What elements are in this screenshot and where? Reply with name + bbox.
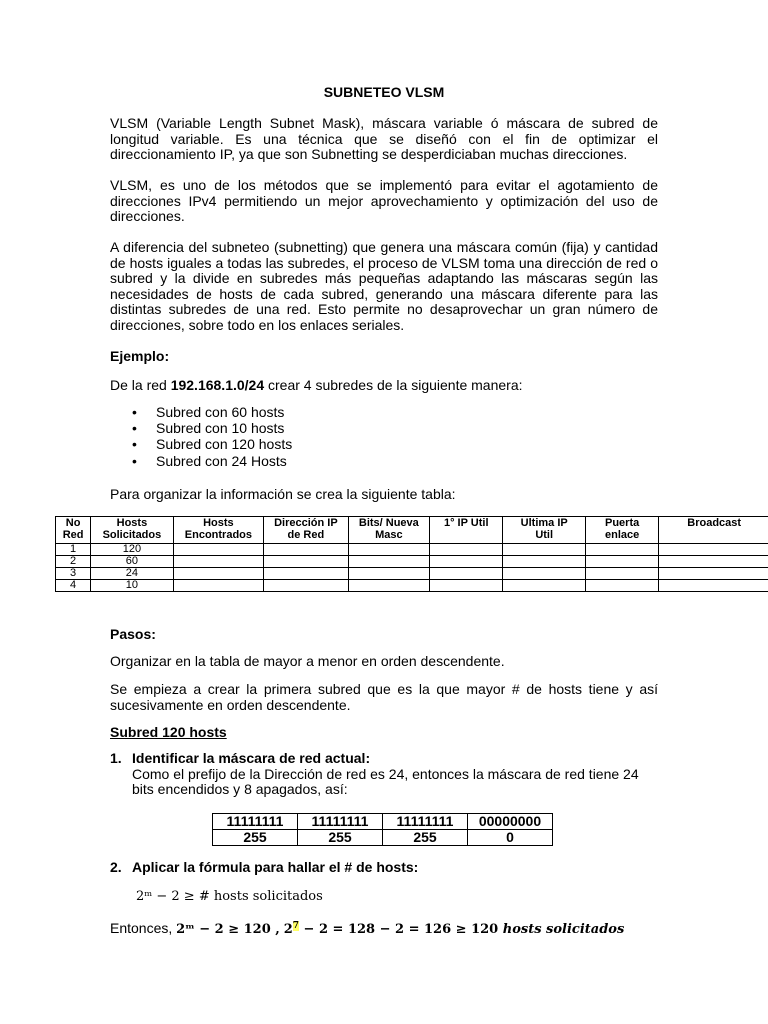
formula-base: 2 (283, 922, 293, 937)
table-intro: Para organizar la información se crea la siguiente tabla: (110, 486, 456, 502)
col-header-puerta-enlace: Puerta enlace (585, 517, 658, 544)
mask-octet-decimal: 255 (298, 830, 383, 846)
mask-octet-binary: 11111111 (298, 814, 383, 830)
pasos-heading: Pasos: (110, 626, 156, 642)
table-row (56, 568, 768, 580)
entonces-label: Entonces, (110, 920, 173, 936)
table-row (56, 580, 768, 592)
paragraph-vlsm-ipv4: VLSM, es uno de los métodos que se implementó para evitar el agotamiento de direcciones IPv4 permitiendo un mejor aprovechamiento y optimización del uso de direcciones. (110, 177, 658, 224)
cell-no-red: 3 (56, 568, 91, 580)
cell-hosts-solicitados: 10 (91, 580, 173, 592)
mask-decimal-row (213, 830, 553, 846)
mask-octet-binary: 11111111 (213, 814, 298, 830)
step-2-number: 2. (110, 859, 122, 875)
ejemplo-intro-post: crear 4 subredes de la siguiente manera: (264, 377, 523, 393)
paragraph-intro: VLSM (Variable Length Subnet Mask), máscara variable ó máscara de subred de longitud variable. Es una técnica que se diseñó con el fin de optimizar el direccionamiento IP, ya que son Subnetting se desperdiciaban muchas direcciones. (110, 115, 658, 162)
subnet-table (55, 516, 768, 592)
pasos-paragraph-1: Organizar en la tabla de mayor a menor en orden descendente. (110, 653, 505, 669)
mask-octet-decimal: 255 (383, 830, 468, 846)
formula-applied (284, 922, 625, 937)
formula-tail: hosts solicitados (502, 922, 625, 937)
cell-no-red: 2 (56, 556, 91, 568)
formula-general: 2ᵐ − 2 ≥ 120 , (176, 922, 280, 937)
col-header-hosts-solicitados: Hosts Solicitados (91, 517, 173, 544)
pasos-paragraph-2: Se empieza a crear la primera subred que es la que mayor # de hosts tiene y así sucesivamente en orden descendente. (110, 681, 658, 713)
formula-exponent: 7 (292, 920, 299, 931)
mask-octet-binary: 00000000 (468, 814, 553, 830)
table-header-row (56, 517, 768, 544)
step-2-heading: Aplicar la fórmula para hallar el # de hosts: (132, 859, 419, 875)
col-header-hosts-encontrados: Hosts Encontrados (173, 517, 264, 544)
network-address: 192.168.1.0/24 (170, 377, 265, 393)
ejemplo-intro (110, 378, 658, 394)
cell-hosts-solicitados: 120 (91, 544, 173, 556)
mask-octet-decimal: 0 (468, 830, 553, 846)
cell-no-red: 1 (56, 544, 91, 556)
table-row (56, 556, 768, 568)
list-item: • Subred con 24 Hosts (128, 453, 292, 469)
col-header-no-red: No Red (56, 517, 91, 544)
cell-hosts-solicitados: 60 (91, 556, 173, 568)
list-item: • Subred con 120 hosts (128, 436, 292, 452)
paragraph-diferencia: A diferencia del subneteo (subnetting) que genera una máscara común (fija) y cantidad de hosts iguales a todas las subredes, el proceso de VLSM toma una dirección de red o subred y la divide en subredes más pequeñas adaptando las máscaras según las necesidades de hosts de cada subred, generando una máscara diferente para las distintas subredes de una red. Esto permite no desaprovechar un gran número de direcciones, sobre todo en los enlaces seriales. (110, 239, 658, 333)
list-item: • Subred con 60 hosts (128, 404, 292, 420)
cell-hosts-solicitados: 24 (91, 568, 173, 580)
table-row (56, 544, 768, 556)
entonces-line (110, 920, 624, 937)
mask-octet-decimal: 255 (213, 830, 298, 846)
page-title: SUBNETEO VLSM (323, 84, 445, 100)
list-item: • Subred con 10 hosts (128, 420, 292, 436)
step-1-heading: Identificar la máscara de red actual: (132, 750, 371, 766)
ejemplo-intro-pre: De la red (110, 377, 171, 393)
col-header-primera-ip: 1° IP Util (430, 517, 503, 544)
mask-octet-binary: 11111111 (383, 814, 468, 830)
ejemplo-heading: Ejemplo: (110, 348, 170, 364)
col-header-ultima-ip: Ultima IP Util (503, 517, 585, 544)
mask-binary-row (213, 814, 553, 830)
col-header-broadcast: Broadcast (659, 517, 768, 544)
col-header-bits-mascara: Bits/ Nueva Masc (348, 517, 429, 544)
step-1-body: Como el prefijo de la Dirección de red es 24, entonces la máscara de red tiene 24 bits encendidos y 8 apagados, así: (132, 765, 639, 797)
step-1 (110, 751, 658, 798)
subnet-list (128, 404, 292, 469)
hosts-formula: 2ᵐ − 2 ≥ # hosts solicitados (136, 889, 323, 904)
cell-no-red: 4 (56, 580, 91, 592)
formula-calculation: − 2 = 128 − 2 = 126 ≥ 120 (303, 922, 499, 937)
mask-bits-table (212, 813, 553, 846)
step-1-number: 1. (110, 750, 122, 766)
step-2 (110, 860, 658, 876)
col-header-direccion-ip: Dirección IP de Red (264, 517, 348, 544)
subred-120-heading: Subred 120 hosts (110, 724, 227, 740)
